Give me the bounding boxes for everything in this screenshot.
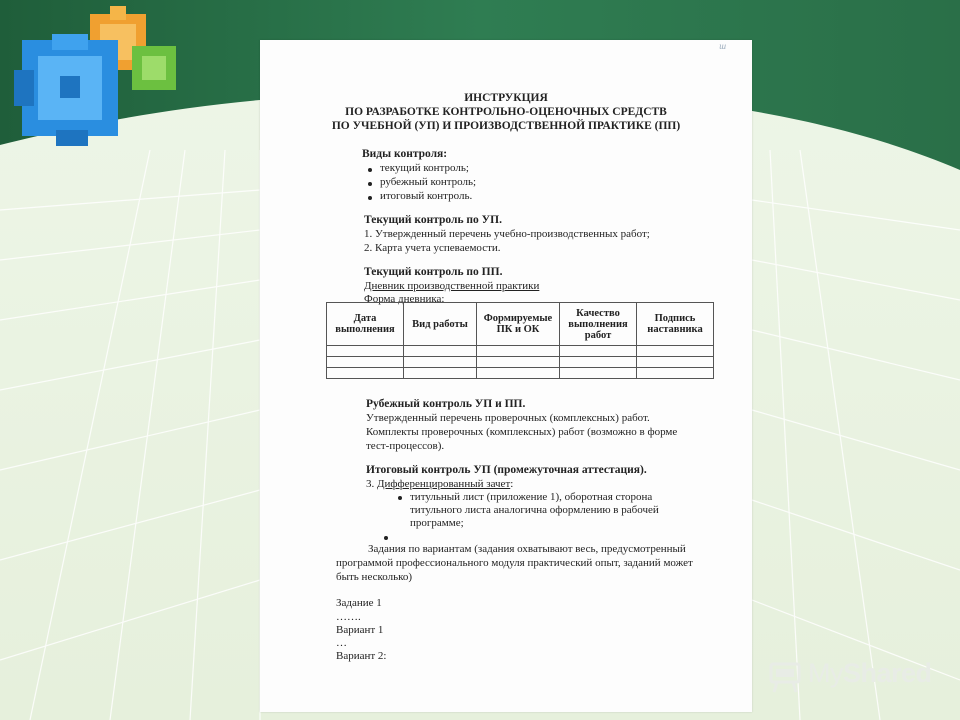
final-bullet-text: программе; [410, 517, 464, 529]
doc-title-line-1: ИНСТРУКЦИЯ [464, 92, 548, 104]
variant-label: Вариант 1 [336, 624, 384, 636]
final-item-colon: : [510, 478, 514, 490]
scan-margin-mark: ш [719, 41, 726, 51]
bullet-icon [368, 182, 372, 186]
doc-title-line-3: ПО УЧЕБНОЙ (УП) И ПРОИЗВОДСТВЕННОЙ ПРАКТИКЕ (ПП) [331, 120, 681, 132]
diary-link: Дневник производственной практики [364, 280, 540, 292]
scanned-document-page [260, 40, 752, 712]
current-up-item: 1. Утвержденный перечень учебно-производственных работ; [364, 228, 650, 240]
logo-text [808, 658, 932, 689]
tasks-text: программой профессионального модуля практический опыт, заданий может [336, 557, 693, 569]
current-pp-heading: Текущий контроль по ПП. [364, 266, 503, 278]
bullet-icon [368, 196, 372, 200]
diary-form-table [326, 302, 714, 379]
table-row [327, 368, 714, 379]
milestone-text: тест-процессов). [366, 440, 445, 452]
ellipsis-text: … [336, 637, 347, 649]
variant-label: Вариант 2: [336, 650, 387, 662]
logo-text-shared: Shared [843, 658, 932, 688]
presentation-icon [768, 660, 802, 694]
bullet-icon [398, 496, 402, 500]
final-item-number: 3. [366, 478, 375, 490]
control-type-item: итоговый контроль. [380, 190, 473, 202]
bullet-icon [384, 536, 388, 540]
table-header: Вид работы [404, 303, 477, 346]
task-label: Задание 1 [336, 597, 382, 609]
final-item-text: Дифференцированный зачет [377, 478, 511, 490]
final-item [366, 478, 513, 491]
control-type-item: рубежный контроль; [380, 176, 477, 188]
table-header: Качество выполнения работ [560, 303, 637, 346]
current-up-item: 2. Карта учета успеваемости. [364, 242, 501, 254]
control-types-heading: Виды контроля: [362, 148, 448, 160]
doc-title-line-2: ПО РАЗРАБОТКЕ КОНТРОЛЬНО-ОЦЕНОЧНЫХ СРЕДСТВ [345, 106, 667, 118]
table-row [327, 346, 714, 357]
control-type-item: текущий контроль; [380, 162, 469, 174]
cube-logo-decoration [0, 0, 200, 160]
green-cube-icon [132, 46, 176, 90]
blue-cube-icon [14, 34, 118, 146]
milestone-heading: Рубежный контроль УП и ПП. [366, 398, 526, 410]
tasks-text: быть несколько) [336, 571, 413, 583]
myshared-logo [768, 656, 938, 696]
bullet-icon [368, 168, 372, 172]
table-row [327, 357, 714, 368]
diary-form-label: Форма дневника: [364, 293, 445, 305]
final-bullet-text: титульный лист (приложение 1), оборотная сторона [410, 491, 653, 503]
table-header: Подпись наставника [637, 303, 714, 346]
final-heading: Итоговый контроль УП (промежуточная аттестация). [366, 464, 647, 476]
logo-text-my: My [808, 658, 843, 688]
milestone-text: Утвержденный перечень проверочных (комплексных) работ. [366, 412, 650, 424]
table-header: Формируемые ПК и ОК [477, 303, 560, 346]
ellipsis-text: ……. [336, 611, 361, 623]
milestone-text: Комплекты проверочных (комплексных) работ (возможно в форме [366, 426, 678, 438]
table-header: Дата выполнения [327, 303, 404, 346]
current-up-heading: Текущий контроль по УП. [364, 214, 502, 226]
tasks-text: Задания по вариантам (задания охватывают весь, предусмотренный [368, 543, 686, 555]
final-bullet-text: титульного листа аналогична оформлению в рабочей [410, 504, 659, 516]
